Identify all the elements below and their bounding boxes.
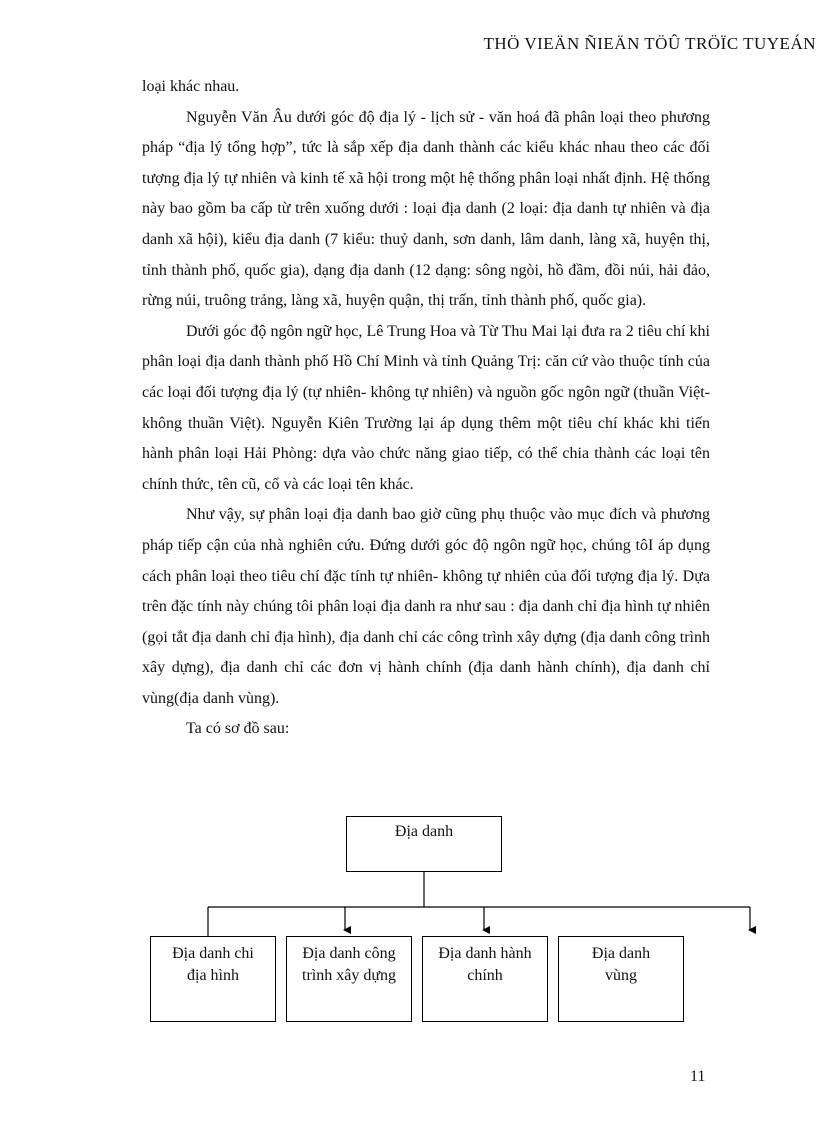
paragraph: Nguyễn Văn Âu dưới góc độ địa lý - lịch sử - văn hoá đã phân loại theo phương pháp “địa lý tổng hợp”, tức là sắp xếp địa danh thành các kiểu khác nhau theo các đối tượng địa lý tự nhiên và kinh tế xã hội trong một hệ thống phân loại nhất định. Hệ thống này bao gồm ba cấp từ trên xuống dưới : loại địa danh (2 loại: địa danh tự nhiên và địa danh xã hội), kiểu địa danh (7 kiểu: thuỷ danh, sơn danh, lâm danh, làng xã, huyện thị, tỉnh thành phố, quốc gia), dạng địa danh (12 dạng: sông ngòi, hồ đầm, đồi núi, hải đảo, rừng núi, truông trảng, làng xã, huyện quận, thị trấn, tỉnh thành phố, quốc gia). — [142, 108, 710, 310]
page-number: 11 — [690, 1068, 706, 1085]
node-vung — [558, 936, 684, 1022]
node-label: Địa danh công — [302, 945, 396, 962]
paragraph: Ta có sơ đồ sau: — [186, 720, 290, 738]
page-header: THÖ VIEÄN ÑIEÄN TÖÛ TRÖÏC TUYEÁN — [483, 34, 816, 53]
node-label: Địa danh — [591, 945, 651, 962]
node-label: địa hình — [187, 967, 239, 984]
node-cong-trinh — [286, 936, 412, 1022]
paragraph: Dưới góc độ ngôn ngữ học, Lê Trung Hoa và Từ Thu Mai lại đưa ra 2 tiêu chí khi phân loại địa danh thành phố Hồ Chí Minh và tỉnh Quảng Trị: căn cứ vào thuộc tính của các loại đối tượng địa lý (tự nhiên- không tự nhiên) và nguồn gốc ngôn ngữ (thuần Việt- không thuần Việt). Nguyễn Kiên Trường lại áp dụng thêm một tiêu chí khác khi tiến hành phân loại Hải Phòng: dựa vào chức năng giao tiếp, có thể chia thành các loại tên chính thức, tên cũ, cổ và các loại tên khác. — [142, 322, 710, 493]
root-label: Địa danh — [394, 823, 454, 840]
node-label: Địa danh hành — [438, 945, 532, 962]
node-label: Địa danh chi — [172, 945, 254, 962]
node-hanh-chinh — [422, 936, 548, 1022]
classification-diagram — [0, 812, 816, 1032]
body-text — [142, 72, 710, 745]
root-node — [346, 816, 502, 872]
node-label: chính — [467, 967, 503, 984]
paragraph: loại khác nhau. — [142, 78, 240, 95]
node-dia-hinh — [150, 936, 276, 1022]
paragraph: Như vậy, sự phân loại địa danh bao giờ cũng phụ thuộc vào mục đích và phương pháp tiếp cận của nhà nghiên cứu. Đứng dưới góc độ ngôn ngữ học, chúng tôI áp dụng cách phân loại theo tiêu chí đặc tính tự nhiên- không tự nhiên của đối tượng địa lý. Dựa trên đặc tính này chúng tôi phân loại địa danh ra như sau : địa danh chỉ địa hình tự nhiên (gọi tắt địa danh chỉ địa hình), địa danh chỉ các công trình xây dựng (địa danh công trình xây dựng), địa danh chỉ các đơn vị hành chính (địa danh hành chính), địa danh chỉ vùng(địa danh vùng). — [142, 506, 710, 707]
node-label: vùng — [605, 967, 637, 984]
node-label: trình xây dựng — [302, 967, 396, 984]
